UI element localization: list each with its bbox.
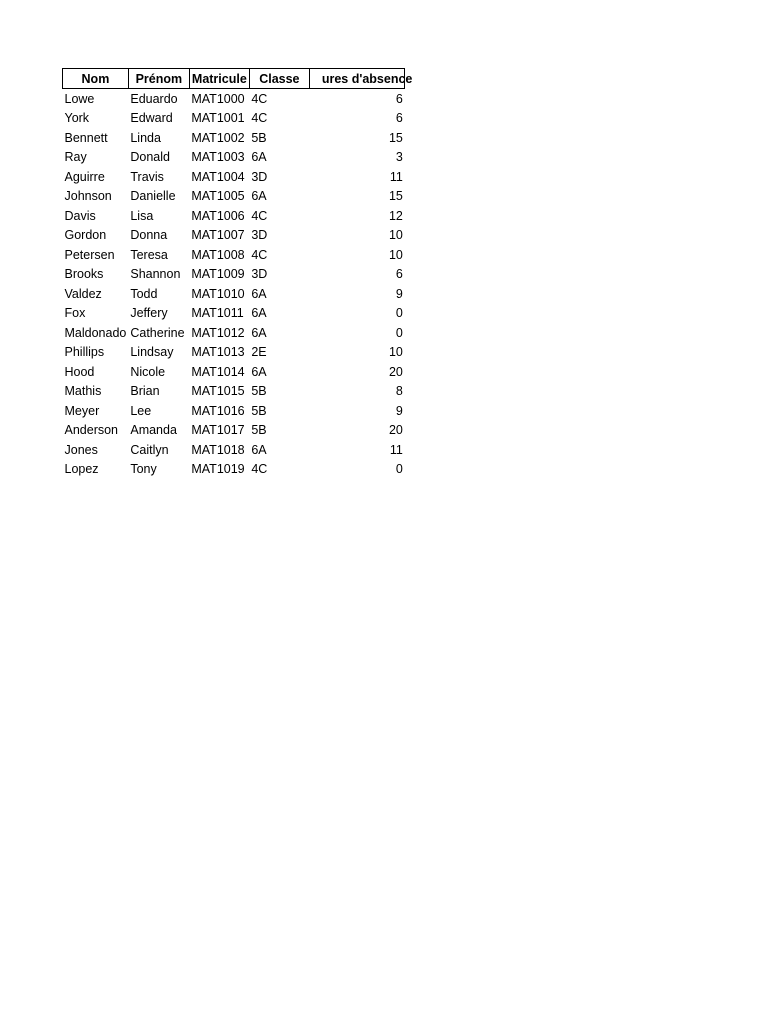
cell-nom[interactable]: Hood <box>64 364 95 379</box>
cell-matricule[interactable]: MAT1011 <box>191 306 244 321</box>
cell-classe[interactable]: 3D <box>251 228 268 243</box>
cell-prenom[interactable]: Linda <box>130 130 161 145</box>
cell-classe[interactable]: 5B <box>251 384 267 399</box>
cell-prenom[interactable]: Caitlyn <box>130 442 169 457</box>
table-row <box>63 343 405 363</box>
table-row <box>63 304 405 324</box>
cell-heures-absence[interactable]: 0 <box>395 325 403 340</box>
cell-prenom[interactable]: Teresa <box>130 247 168 262</box>
cell-matricule[interactable]: MAT1000 <box>191 91 245 106</box>
cell-prenom[interactable]: Lisa <box>130 208 154 223</box>
cell-prenom[interactable]: Catherine <box>130 325 185 340</box>
cell-heures-absence[interactable]: 15 <box>388 189 403 204</box>
cell-nom[interactable]: Aguirre <box>64 169 105 184</box>
table-row <box>63 421 405 441</box>
cell-classe[interactable]: 6A <box>251 442 267 457</box>
cell-prenom[interactable]: Nicole <box>130 364 166 379</box>
table-row <box>63 148 405 168</box>
cell-nom[interactable]: Mathis <box>64 384 102 399</box>
cell-matricule[interactable]: MAT1015 <box>191 384 245 399</box>
cell-heures-absence[interactable]: 10 <box>388 247 403 262</box>
cell-classe[interactable]: 4C <box>251 111 268 126</box>
cell-nom[interactable]: Fox <box>64 306 86 321</box>
table-row <box>63 226 405 246</box>
cell-classe[interactable]: 4C <box>251 462 268 477</box>
cell-classe[interactable]: 6A <box>251 364 267 379</box>
cell-prenom[interactable]: Travis <box>130 169 164 184</box>
cell-matricule[interactable]: MAT1009 <box>191 267 245 282</box>
header-heures-absence-label: ures d'absence <box>321 71 413 86</box>
cell-nom[interactable]: Ray <box>64 150 87 165</box>
cell-prenom[interactable]: Brian <box>130 384 160 399</box>
cell-prenom[interactable]: Amanda <box>130 423 177 438</box>
absence-table <box>62 68 413 479</box>
cell-classe[interactable]: 6A <box>251 189 267 204</box>
table-body <box>63 89 405 480</box>
cell-classe[interactable]: 6A <box>251 306 267 321</box>
cell-classe[interactable]: 4C <box>251 208 268 223</box>
cell-heures-absence[interactable]: 10 <box>388 228 403 243</box>
cell-matricule[interactable]: MAT1013 <box>191 345 245 360</box>
cell-classe[interactable]: 5B <box>251 130 267 145</box>
cell-nom[interactable]: York <box>64 111 90 126</box>
header-prenom[interactable]: Prénom <box>128 69 189 89</box>
cell-nom[interactable]: Brooks <box>64 267 104 282</box>
cell-heures-absence[interactable]: 9 <box>395 286 403 301</box>
cell-matricule[interactable]: MAT1016 <box>191 403 245 418</box>
table-row <box>63 265 405 285</box>
cell-classe[interactable]: 4C <box>251 91 268 106</box>
cell-heures-absence[interactable]: 6 <box>395 267 403 282</box>
table-row <box>63 167 405 187</box>
cell-classe[interactable]: 6A <box>251 286 267 301</box>
cell-heures-absence[interactable]: 20 <box>388 423 403 438</box>
cell-heures-absence[interactable]: 8 <box>395 384 403 399</box>
cell-heures-absence[interactable]: 0 <box>395 462 403 477</box>
table-row <box>63 89 405 109</box>
cell-heures-absence[interactable]: 11 <box>389 169 403 184</box>
cell-prenom[interactable]: Donna <box>130 228 168 243</box>
cell-matricule[interactable]: MAT1004 <box>191 169 245 184</box>
cell-nom[interactable]: Jones <box>64 442 98 457</box>
cell-heures-absence[interactable]: 9 <box>395 403 403 418</box>
table-row <box>63 245 405 265</box>
cell-nom[interactable]: Maldonado <box>64 325 127 340</box>
header-nom[interactable]: Nom <box>63 69 129 89</box>
cell-prenom[interactable]: Shannon <box>130 267 181 282</box>
header-heures-absence[interactable] <box>309 69 413 89</box>
table-row <box>63 362 405 382</box>
cell-prenom[interactable]: Todd <box>130 286 158 301</box>
cell-nom[interactable]: Lopez <box>64 462 99 477</box>
cell-matricule[interactable]: MAT1014 <box>191 364 245 379</box>
cell-heures-absence[interactable]: 20 <box>388 364 403 379</box>
cell-heures-absence[interactable]: 15 <box>388 130 403 145</box>
cell-matricule[interactable]: MAT1002 <box>191 130 245 145</box>
cell-nom[interactable]: Petersen <box>64 247 115 262</box>
table-row <box>63 284 405 304</box>
cell-nom[interactable]: Phillips <box>64 345 105 360</box>
cell-nom[interactable]: Gordon <box>64 228 107 243</box>
cell-matricule[interactable]: MAT1010 <box>191 286 245 301</box>
header-classe[interactable]: Classe <box>249 69 309 89</box>
cell-heures-absence[interactable]: 11 <box>389 442 403 457</box>
cell-matricule[interactable]: MAT1018 <box>191 442 245 457</box>
spreadsheet <box>62 68 413 479</box>
cell-classe[interactable]: 3D <box>251 169 268 184</box>
cell-nom[interactable]: Valdez <box>64 286 102 301</box>
cell-matricule[interactable]: MAT1005 <box>191 189 245 204</box>
table-row <box>63 382 405 402</box>
table-row <box>63 401 405 421</box>
cell-classe[interactable]: 6A <box>251 150 267 165</box>
cell-heures-absence[interactable]: 12 <box>388 208 403 223</box>
table-row <box>63 323 405 343</box>
cell-heures-absence[interactable]: 0 <box>395 306 403 321</box>
cell-matricule[interactable]: MAT1007 <box>191 228 245 243</box>
cell-nom[interactable]: Bennett <box>64 130 108 145</box>
cell-prenom[interactable]: Jeffery <box>130 306 168 321</box>
cell-prenom[interactable]: Tony <box>130 462 157 477</box>
cell-nom[interactable]: Johnson <box>64 189 112 204</box>
cell-nom[interactable]: Anderson <box>64 423 119 438</box>
cell-prenom[interactable]: Eduardo <box>130 91 178 106</box>
cell-nom[interactable]: Lowe <box>64 91 95 106</box>
cell-prenom[interactable]: Lee <box>130 403 152 418</box>
table-row <box>63 187 405 207</box>
cell-matricule[interactable]: MAT1019 <box>191 462 245 477</box>
cell-classe[interactable]: 5B <box>251 423 267 438</box>
table-row <box>63 460 405 480</box>
cell-classe[interactable]: 2E <box>251 345 267 360</box>
cell-matricule[interactable]: MAT1008 <box>191 247 245 262</box>
cell-classe[interactable]: 6A <box>251 325 267 340</box>
cell-classe[interactable]: 3D <box>251 267 268 282</box>
cell-prenom[interactable]: Danielle <box>130 189 176 204</box>
cell-matricule[interactable]: MAT1012 <box>191 325 245 340</box>
table-row <box>63 109 405 129</box>
cell-heures-absence[interactable]: 6 <box>395 91 403 106</box>
header-matricule[interactable]: Matricule <box>189 69 249 89</box>
table-row <box>63 440 405 460</box>
cell-prenom[interactable]: Donald <box>130 150 170 165</box>
cell-heures-absence[interactable]: 10 <box>388 345 403 360</box>
header-row <box>63 69 405 89</box>
cell-heures-absence[interactable]: 3 <box>395 150 403 165</box>
table-row <box>63 206 405 226</box>
cell-matricule[interactable]: MAT1003 <box>191 150 245 165</box>
cell-classe[interactable]: 5B <box>251 403 267 418</box>
table-row <box>63 128 405 148</box>
cell-prenom[interactable]: Lindsay <box>130 345 174 360</box>
cell-heures-absence[interactable]: 6 <box>395 111 403 126</box>
cell-prenom[interactable]: Edward <box>130 111 173 126</box>
cell-nom[interactable]: Meyer <box>64 403 100 418</box>
cell-nom[interactable]: Davis <box>64 208 96 223</box>
cell-classe[interactable]: 4C <box>251 247 268 262</box>
cell-matricule[interactable]: MAT1001 <box>191 111 245 126</box>
cell-matricule[interactable]: MAT1017 <box>191 423 245 438</box>
cell-matricule[interactable]: MAT1006 <box>191 208 245 223</box>
